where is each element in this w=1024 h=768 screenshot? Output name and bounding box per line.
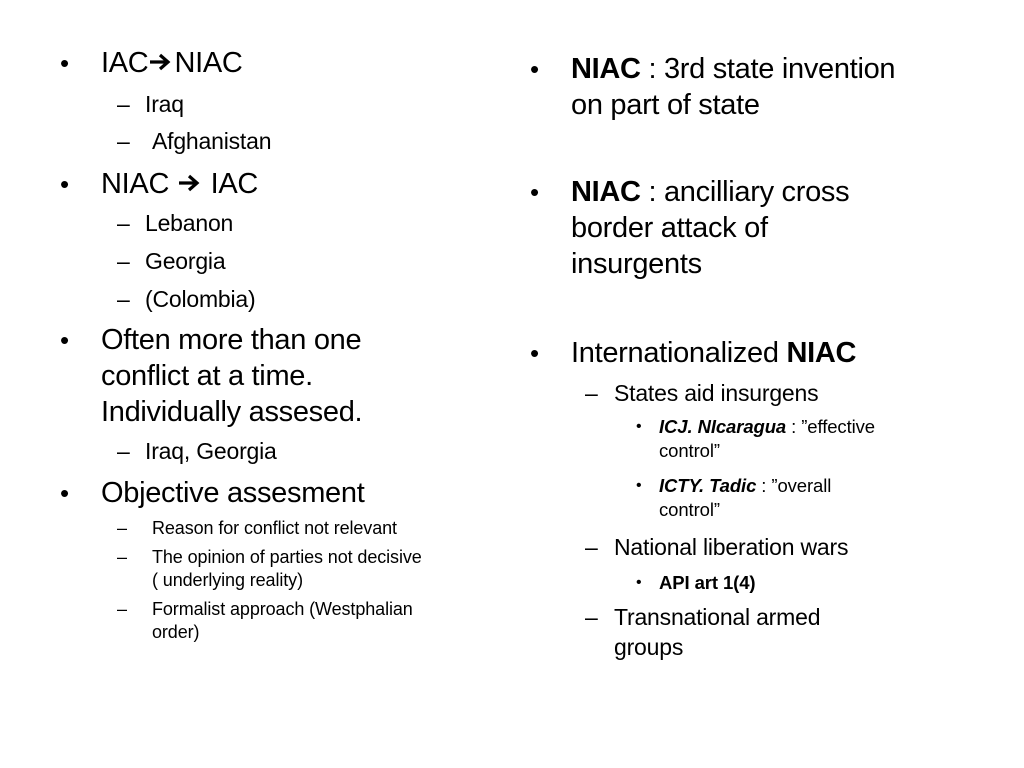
- dash-marker: –: [585, 604, 598, 630]
- sub-sub-item-text-line: control”: [659, 499, 720, 520]
- bullet-marker: •: [60, 169, 69, 199]
- sub-sub-item-text: API art 1(4): [659, 572, 756, 593]
- bullet-text-line: Often more than one: [101, 324, 362, 356]
- bullet-marker: •: [60, 325, 69, 355]
- bullet-marker: •: [60, 48, 69, 78]
- bullet-marker: •: [636, 574, 642, 591]
- dash-marker: –: [117, 518, 127, 538]
- dash-marker: –: [117, 599, 127, 619]
- sub-item-text-line: order): [152, 622, 200, 642]
- bullet-marker: •: [530, 177, 539, 207]
- dash-marker: –: [117, 286, 130, 312]
- bullet-text-line: NIAC : 3rd state invention: [571, 53, 896, 85]
- bullet-text-line: on part of state: [571, 89, 760, 121]
- sub-item-text-line: groups: [614, 634, 684, 660]
- dash-marker: –: [117, 547, 127, 567]
- bullet-text-line: border attack of: [571, 212, 768, 244]
- sub-item-text-line: Transnational armed: [614, 604, 821, 630]
- dash-marker: –: [117, 248, 130, 274]
- dash-marker: –: [117, 91, 130, 117]
- dash-marker: –: [117, 210, 130, 236]
- right-arrow-icon: [177, 172, 203, 194]
- bullet-text-line: insurgents: [571, 248, 702, 280]
- sub-item-text-line: Formalist approach (Westphalian: [152, 599, 413, 619]
- sub-sub-item-text-line: ICTY. Tadic : ”overall: [659, 475, 832, 496]
- dash-marker: –: [585, 380, 598, 406]
- bullet-text-line: NIAC : ancilliary cross: [571, 176, 850, 208]
- sub-item-text: Iraq: [145, 91, 184, 117]
- bullet-text: Objective assesment: [101, 477, 365, 509]
- sub-item-text: National liberation wars: [614, 534, 849, 560]
- bullet-text: IAC NIAC: [101, 47, 243, 79]
- dash-marker: –: [117, 438, 130, 464]
- dash-marker: –: [585, 534, 598, 560]
- sub-item-text: States aid insurgens: [614, 380, 819, 406]
- dash-marker: –: [117, 128, 130, 154]
- sub-item-text-line: The opinion of parties not decisive: [152, 547, 422, 567]
- bullet-marker: •: [530, 338, 539, 368]
- right-arrow-icon: [148, 51, 174, 73]
- sub-sub-item-text-line: control”: [659, 440, 720, 461]
- sub-item-text: Reason for conflict not relevant: [152, 518, 397, 538]
- sub-item-text: Georgia: [145, 248, 226, 274]
- sub-sub-item-text-line: ICJ. NIcaragua : ”effective: [659, 416, 875, 437]
- bullet-marker: •: [636, 477, 642, 494]
- bullet-text: NIAC IAC: [101, 168, 259, 200]
- sub-item-text-line: ( underlying reality): [152, 570, 303, 590]
- bullet-text-line: conflict at a time.: [101, 360, 313, 392]
- bullet-marker: •: [60, 478, 69, 508]
- bullet-text-line: Individually assesed.: [101, 396, 363, 428]
- sub-item-text: Iraq, Georgia: [145, 438, 277, 464]
- sub-item-text: (Colombia): [145, 286, 256, 312]
- sub-item-text: Afghanistan: [152, 128, 272, 154]
- bullet-marker: •: [636, 418, 642, 435]
- bullet-text: Internationalized NIAC: [571, 337, 857, 369]
- sub-item-text: Lebanon: [145, 210, 234, 236]
- bullet-marker: •: [530, 54, 539, 84]
